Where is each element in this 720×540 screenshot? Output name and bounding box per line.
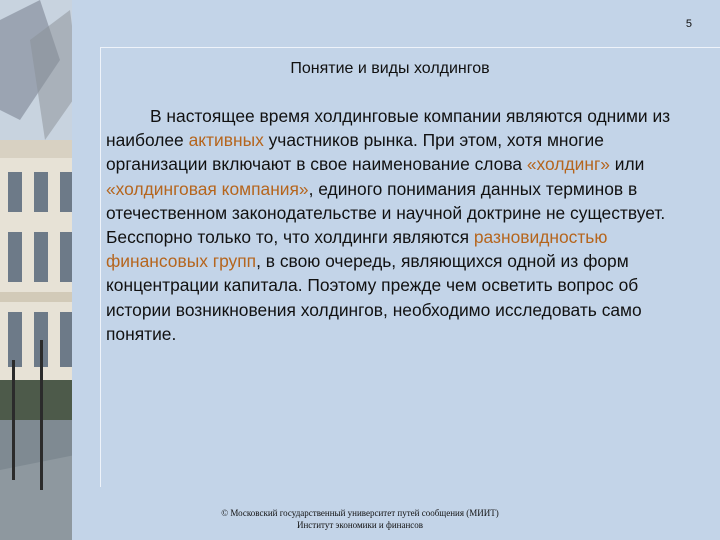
- body-text-part: , единого понимания данных терминов в отечественном законодательстве и научной доктрине не существует. Бесспорно только то, что холдинги являются: [106, 178, 666, 248]
- body-text-part: участников рынка. При этом, хотя многие организации включают в свое наименование слова: [106, 130, 604, 175]
- page-number: 5: [685, 18, 692, 30]
- body-text-part: В настоящее время холдинговые компании являются одними из наиболее: [106, 106, 671, 151]
- highlighted-term: «холдинговая компания»: [106, 178, 309, 199]
- header-divider: [100, 47, 720, 48]
- footer: [150, 507, 570, 531]
- body-text: [106, 104, 690, 346]
- body-text-part: или: [609, 154, 645, 175]
- footer-copyright: © Московский государственный университет путей сообщения (МИИТ): [221, 508, 499, 518]
- highlighted-term: активных: [188, 130, 264, 151]
- highlighted-term: разновидностью финансовых групп: [106, 227, 608, 272]
- body-text-part: , в свою очередь, являющихся одной из форм концентрации капитала. Поэтому прежде чем осветить вопрос об истории возникновения холдингов, необходимо исследовать само понятие.: [106, 251, 642, 344]
- footer-institute: Институт экономики и финансов: [296, 520, 424, 530]
- highlighted-term: «холдинг»: [526, 154, 610, 175]
- slide-title: Понятие и виды холдингов: [290, 60, 490, 77]
- left-divider: [100, 47, 101, 487]
